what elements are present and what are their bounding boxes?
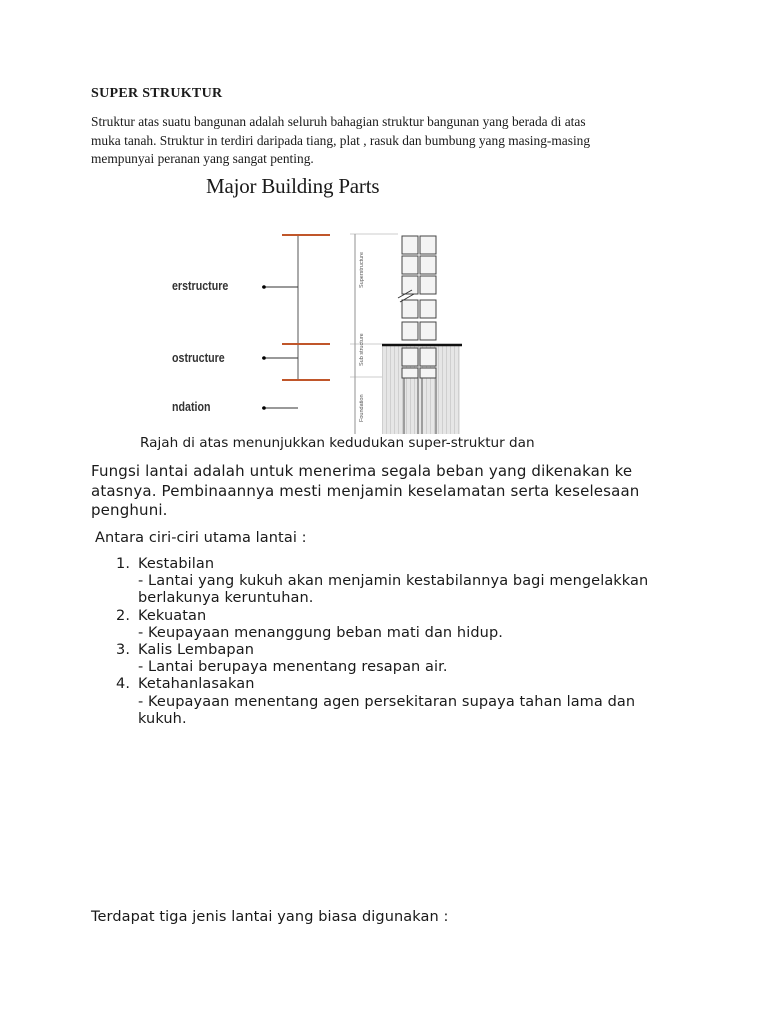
intro-line: mempunyai peranan yang sangat penting. bbox=[91, 151, 314, 166]
vertical-label: Superstructure bbox=[359, 251, 365, 288]
list-item bbox=[112, 642, 712, 676]
body-paragraph bbox=[91, 462, 691, 521]
body-line: Fungsi lantai adalah untuk menerima segala beban yang dikenakan ke bbox=[91, 462, 633, 480]
item-number: 4. bbox=[116, 676, 131, 693]
item-description: - Lantai berupaya menentang resapan air. bbox=[138, 659, 448, 676]
figure-label: erstructure bbox=[172, 278, 229, 293]
item-number: 3. bbox=[116, 642, 131, 659]
list-item bbox=[112, 608, 712, 642]
intro-paragraph bbox=[91, 113, 691, 169]
building-diagram bbox=[150, 172, 470, 434]
body-line: atasnya. Pembinaannya mesti menjamin keselamatan serta keselesaan bbox=[91, 481, 640, 500]
item-title: Kestabilan bbox=[138, 556, 215, 572]
building-parts-figure bbox=[150, 172, 470, 434]
item-description: - Keupayaan menentang agen persekitaran supaya tahan lama dan bbox=[138, 693, 636, 710]
list-item bbox=[112, 676, 712, 728]
document-heading: SUPER STRUKTUR bbox=[91, 86, 223, 101]
features-list bbox=[112, 556, 712, 728]
list-intro: Antara ciri-ciri utama lantai : bbox=[95, 530, 307, 546]
item-description: - Lantai yang kukuh akan menjamin kestabilannya bagi mengelakkan bbox=[138, 573, 649, 590]
item-description: berlakunya keruntuhan. bbox=[138, 590, 314, 607]
item-description: kukuh. bbox=[138, 710, 187, 727]
body-line: penghuni. bbox=[91, 501, 168, 519]
figure-caption: Rajah di atas menunjukkan kedudukan super-struktur dan bbox=[140, 435, 535, 451]
item-number: 1. bbox=[116, 556, 131, 572]
vertical-label: Foundation bbox=[359, 394, 365, 422]
figure-label: ndation bbox=[172, 399, 211, 414]
intro-line: muka tanah. Struktur in terdiri daripada tiang, plat , rasuk dan bumbung yang masing-masing bbox=[91, 132, 591, 148]
item-number: 2. bbox=[116, 607, 131, 624]
item-title: Ketahanlasakan bbox=[138, 676, 255, 693]
item-title: Kalis Lembapan bbox=[138, 642, 254, 659]
item-title: Kekuatan bbox=[138, 607, 207, 624]
types-intro: Terdapat tiga jenis lantai yang biasa digunakan : bbox=[91, 909, 449, 925]
intro-line: Struktur atas suatu bangunan adalah seluruh bahagian struktur bangunan yang berada di atas bbox=[91, 114, 586, 129]
item-description: - Keupayaan menanggung beban mati dan hidup. bbox=[138, 624, 503, 641]
vertical-label: Sub structure bbox=[359, 333, 365, 366]
figure-title: Major Building Parts bbox=[206, 174, 380, 198]
figure-label: ostructure bbox=[172, 350, 225, 365]
list-item bbox=[112, 556, 712, 608]
